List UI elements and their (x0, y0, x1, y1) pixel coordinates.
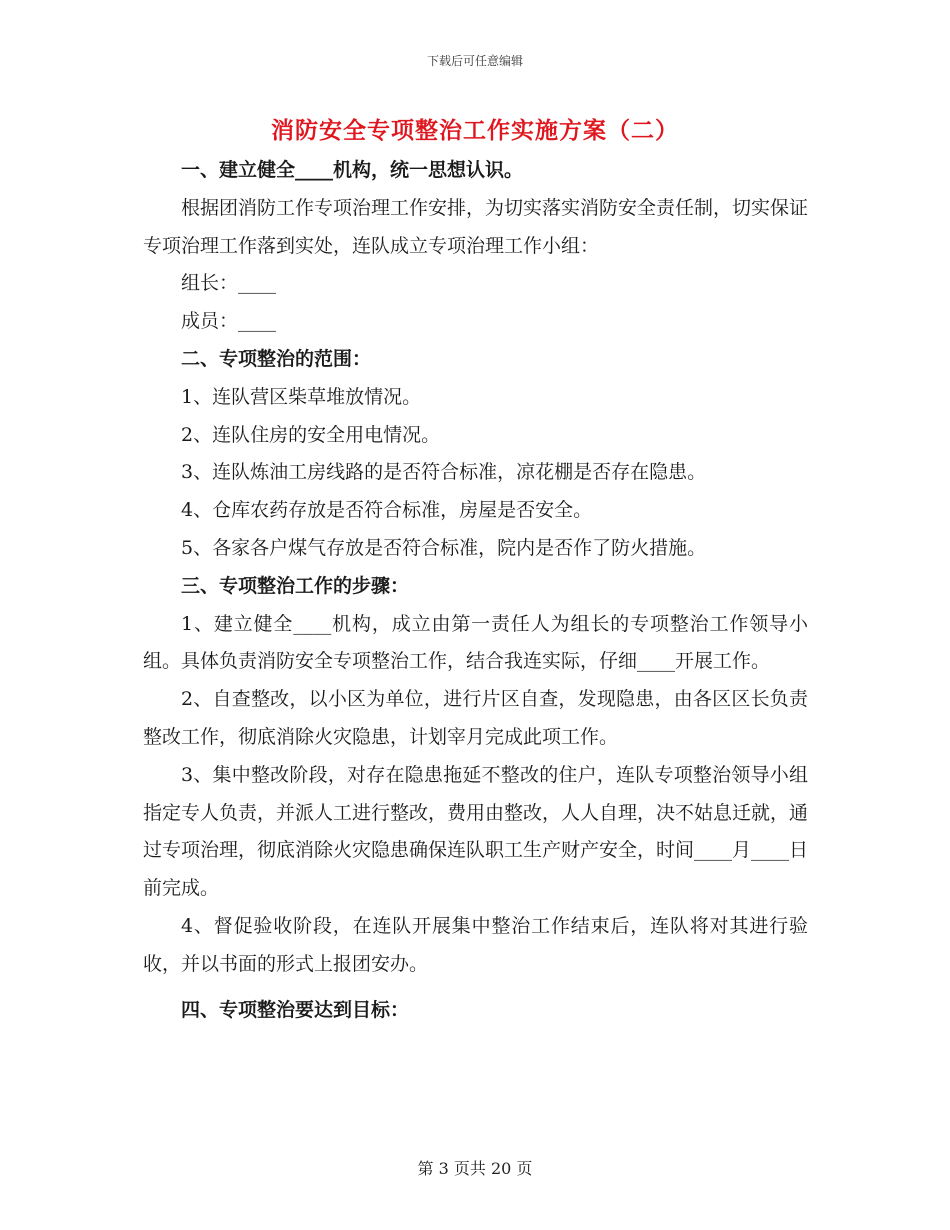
page-header-note: 下载后可任意编辑 (426, 54, 523, 68)
paragraph: 根据团消防工作专项治理工作安排，为切实落实消防安全责任制，切实保证专项治理工作落到实处，连队成立专项治理工作小组： (143, 196, 809, 257)
section-heading-2: 二、专项整治的范围： (181, 347, 372, 370)
step-paragraph: 1、建立健全____机构，成立由第一责任人为组长的专项整治工作领导小组。具体负责消防安全专项整治工作，结合我连实际，仔细____开展工作。 (143, 612, 808, 673)
list-item: 4、仓库农药存放是否符合标准，房屋是否安全。 (181, 499, 593, 522)
section-heading-4: 四、专项整治要达到目标： (181, 998, 410, 1021)
document-body (143, 152, 808, 1029)
list-item: 3、连队炼油工房线路的是否符合标准，凉花棚是否存在隐患。 (181, 461, 707, 484)
list-item: 2、连队住房的安全用电情况。 (181, 423, 441, 446)
step-paragraph: 2、自查整改，以小区为单位，进行片区自查，发现隐患，由各区区长负责整改工作，彻底消除火灾隐患，计划宰月完成此项工作。 (143, 688, 808, 748)
page-number: 第 3 页共 20 页 (417, 1159, 533, 1178)
section-heading-3: 三、专项整治工作的步骤： (181, 574, 410, 597)
step-paragraph: 3、集中整改阶段，对存在隐患拖延不整改的住户，连队专项整治领导小组指定专人负责，并派人工进行整改，费用由整改，人人自理，决不姑息迁就，通过专项治理，彻底消除火灾隐患确保连队职工生产财产安全，时间____月____日前完成。 (143, 763, 809, 900)
list-item: 1、连队营区柴草堆放情况。 (181, 385, 422, 408)
step-paragraph: 4、督促验收阶段，在连队开展集中整治工作结束后，连队将对其进行验收，并以书面的形式上报团安办。 (143, 914, 808, 975)
team-members-line: 成员：____ (181, 310, 277, 333)
document-title: 消防安全专项整治工作实施方案（二） (271, 117, 679, 144)
team-leader-line: 组长：____ (181, 272, 277, 295)
section-heading-1: 一、建立健全____机构，统一思想认识。 (181, 159, 524, 181)
list-item: 5、各家各户煤气存放是否符合标准，院内是否作了防火措施。 (181, 536, 707, 559)
